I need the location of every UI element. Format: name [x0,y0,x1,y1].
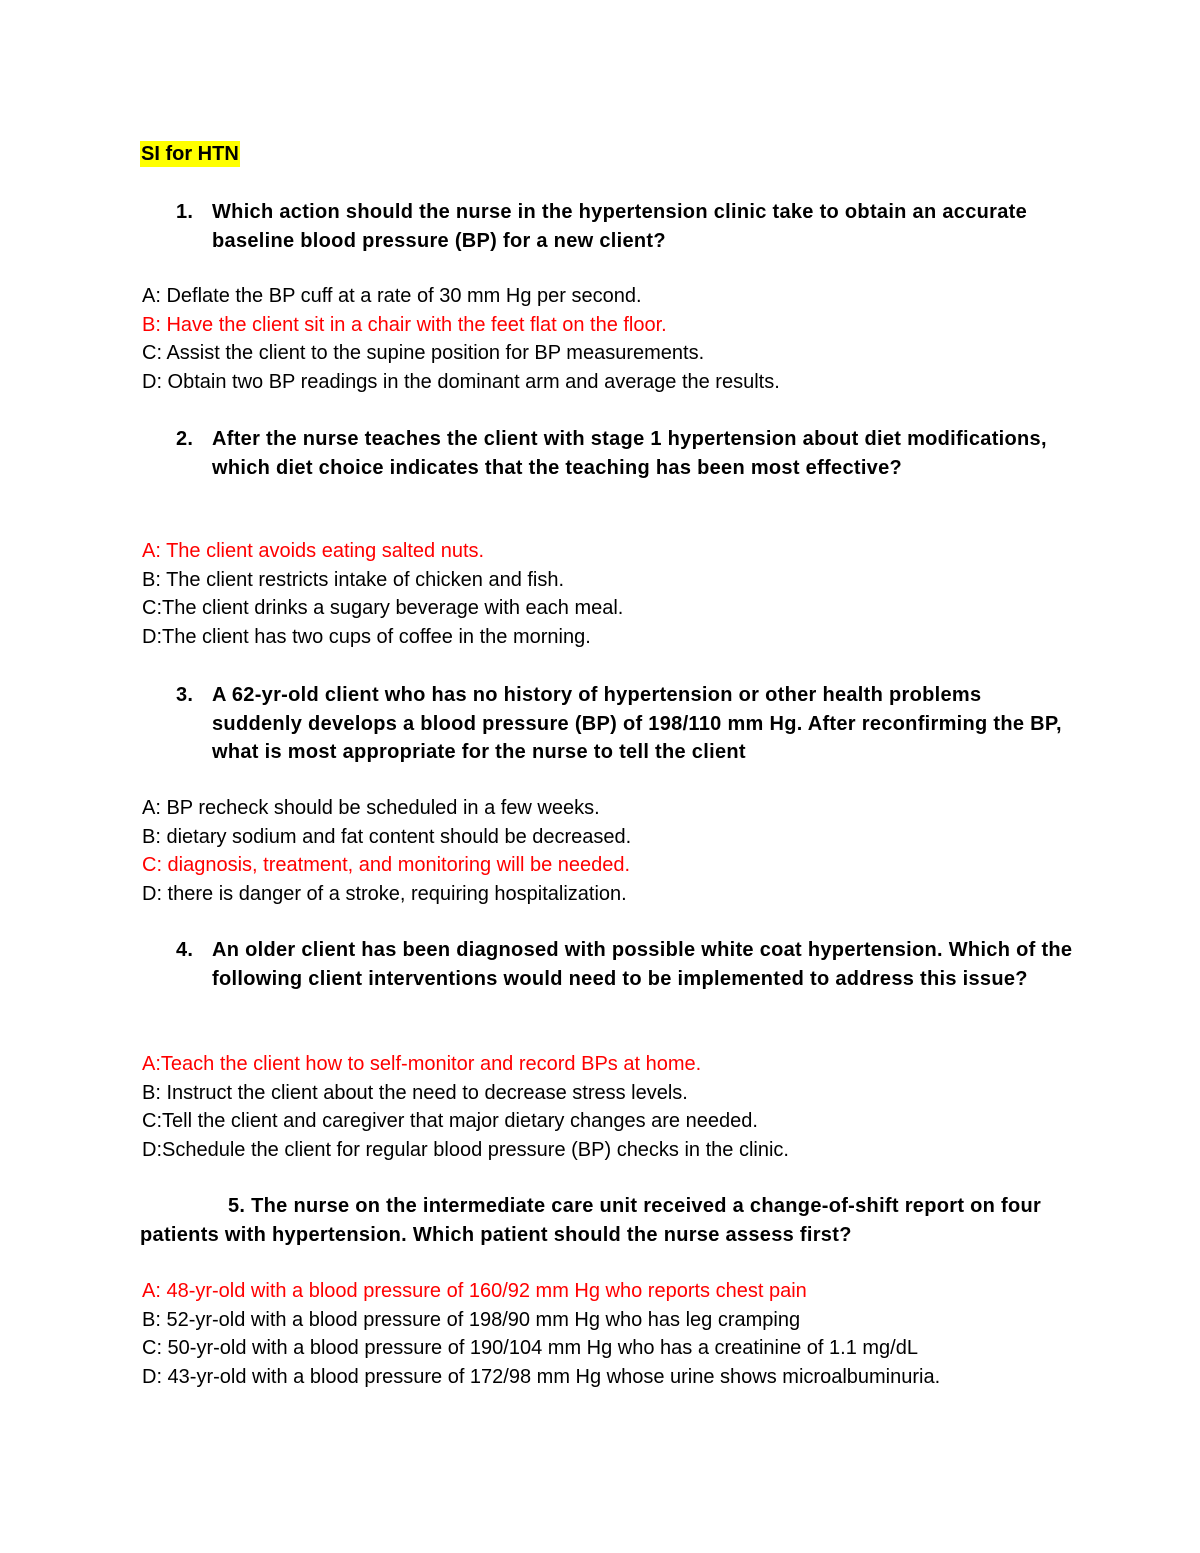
question-number: 1. [176,201,194,223]
option-b: B: Instruct the client about the need to decrease stress levels. [142,1081,688,1104]
question-number: 2. [176,428,194,450]
option-b-correct: B: Have the client sit in a chair with the feet flat on the floor. [142,313,667,336]
question-number: 4. [176,939,194,961]
option-c: C: Assist the client to the supine position for BP measurements. [142,342,705,364]
question-text: Which action should the nurse in the hypertension clinic take to obtain an accurate baseline blood pressure (BP) for a new client? [212,201,1028,252]
option-a-correct: A:Teach the client how to self-monitor and record BPs at home. [142,1053,702,1075]
question-5 [140,1192,1100,1249]
question-3 [176,681,1076,767]
option-a: A: Deflate the BP cuff at a rate of 30 mm Hg per second. [142,285,642,307]
options-1 [142,282,1102,396]
option-a: A: BP recheck should be scheduled in a few weeks. [142,797,600,819]
question-text: A 62-yr-old client who has no history of hypertension or other health problems suddenly develops a blood pressure (BP) of 198/110 mm Hg. After reconfirming the BP, what is most appropriate for the nurse to tell the client [212,684,1062,763]
question-number: 3. [176,684,194,706]
option-d: D: 43-yr-old with a blood pressure of 172/98 mm Hg whose urine shows microalbuminuria. [142,1365,941,1388]
option-c: C: 50-yr-old with a blood pressure of 190/104 mm Hg who has a creatinine of 1.1 mg/dL [142,1337,918,1359]
options-4 [142,1050,1102,1164]
options-5 [142,1277,1102,1391]
options-2 [142,537,1102,651]
question-text: 5. The nurse on the intermediate care unit received a change-of-shift report on four patients with hypertension. Which patient should the nurse assess first? [140,1195,1042,1246]
document-title: SI for HTN [141,143,239,165]
option-d: D: there is danger of a stroke, requiring hospitalization. [142,882,627,905]
options-3 [142,794,1102,908]
option-c-correct: C: diagnosis, treatment, and monitoring will be needed. [142,854,631,876]
option-a-correct: A: 48-yr-old with a blood pressure of 160/92 mm Hg who reports chest pain [142,1280,807,1302]
option-c: C:Tell the client and caregiver that major dietary changes are needed. [142,1110,758,1132]
option-d: D:Schedule the client for regular blood pressure (BP) checks in the clinic. [142,1138,789,1161]
question-4 [176,936,1076,993]
question-2 [176,425,1076,482]
question-text: After the nurse teaches the client with stage 1 hypertension about diet modifications, which diet choice indicates that the teaching has been most effective? [212,428,1047,479]
question-1 [176,198,1076,255]
option-d: D:The client has two cups of coffee in the morning. [142,625,591,648]
option-b: B: dietary sodium and fat content should be decreased. [142,825,632,848]
option-d: D: Obtain two BP readings in the dominant arm and average the results. [142,370,780,393]
option-b: B: 52-yr-old with a blood pressure of 198/90 mm Hg who has leg cramping [142,1308,801,1331]
option-b: B: The client restricts intake of chicken and fish. [142,568,565,591]
option-c: C:The client drinks a sugary beverage with each meal. [142,597,624,619]
question-text: An older client has been diagnosed with possible white coat hypertension. Which of the following client interventions would need to be implemented to address this issue? [212,939,1073,990]
option-a-correct: A: The client avoids eating salted nuts. [142,540,485,562]
